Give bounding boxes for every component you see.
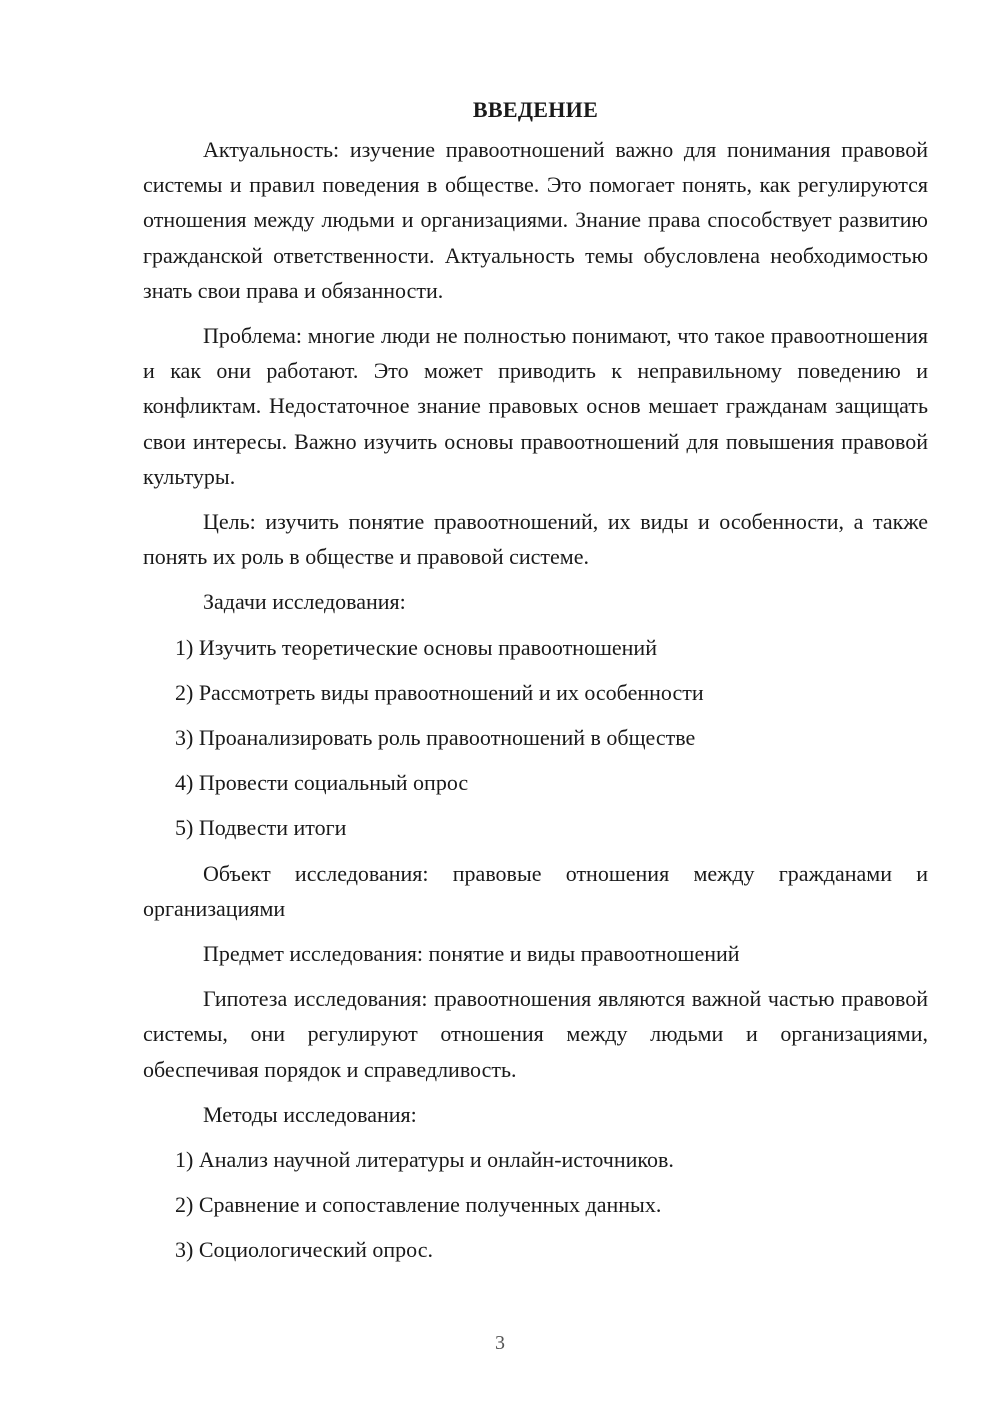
page-number: 3 <box>495 1332 505 1354</box>
subject-paragraph: Предмет исследования: понятие и виды правоотношений <box>203 941 740 967</box>
list-item: 4) Провести социальный опрос <box>175 770 469 796</box>
list-item: 1) Изучить теоретические основы правоотношений <box>175 634 657 660</box>
list-item: 3) Социологический опрос. <box>175 1237 433 1263</box>
methods-list <box>143 1142 928 1268</box>
methods-heading: Методы исследования: <box>203 1101 417 1127</box>
tasks-heading: Задачи исследования: <box>203 589 406 615</box>
list-item: 1) Анализ научной литературы и онлайн-источников. <box>175 1147 674 1173</box>
list-item: 2) Рассмотреть виды правоотношений и их особенности <box>175 679 704 705</box>
hypothesis-paragraph: Гипотеза исследования: правоотношения являются важной частью правовой системы, они регулируют отношения между людьми и организациями, обеспечивая порядок и справедливость. <box>143 986 928 1082</box>
tasks-list <box>143 630 928 846</box>
relevance-paragraph: Актуальность: изучение правоотношений важно для понимания правовой системы и правил поведения в обществе. Это помогает понять, как регулируются отношения между людьми и организациями. Знание права способствует развитию гражданской ответственности. Актуальность темы обусловлена необходимостью знать свои права и обязанности. <box>143 137 928 303</box>
list-item: 5) Подвести итоги <box>175 815 347 841</box>
list-item: 3) Проанализировать роль правоотношений в обществе <box>175 725 696 751</box>
goal-paragraph: Цель: изучить понятие правоотношений, их виды и особенности, а также понять их роль в обществе и правовой системе. <box>143 509 928 570</box>
problem-paragraph: Проблема: многие люди не полностью понимают, что такое правоотношения и как они работают. Это может приводить к неправильному поведению и конфликтам. Недостаточное знание правовых основ мешает гражданам защищать свои интересы. Важно изучить основы правоотношений для повышения правовой культуры. <box>143 323 928 489</box>
object-paragraph: Объект исследования: правовые отношения между гражданами и организациями <box>143 860 928 921</box>
list-item: 2) Сравнение и сопоставление полученных данных. <box>175 1192 662 1218</box>
section-title: ВВЕДЕНИЕ <box>472 97 599 122</box>
document-page <box>143 92 928 1278</box>
